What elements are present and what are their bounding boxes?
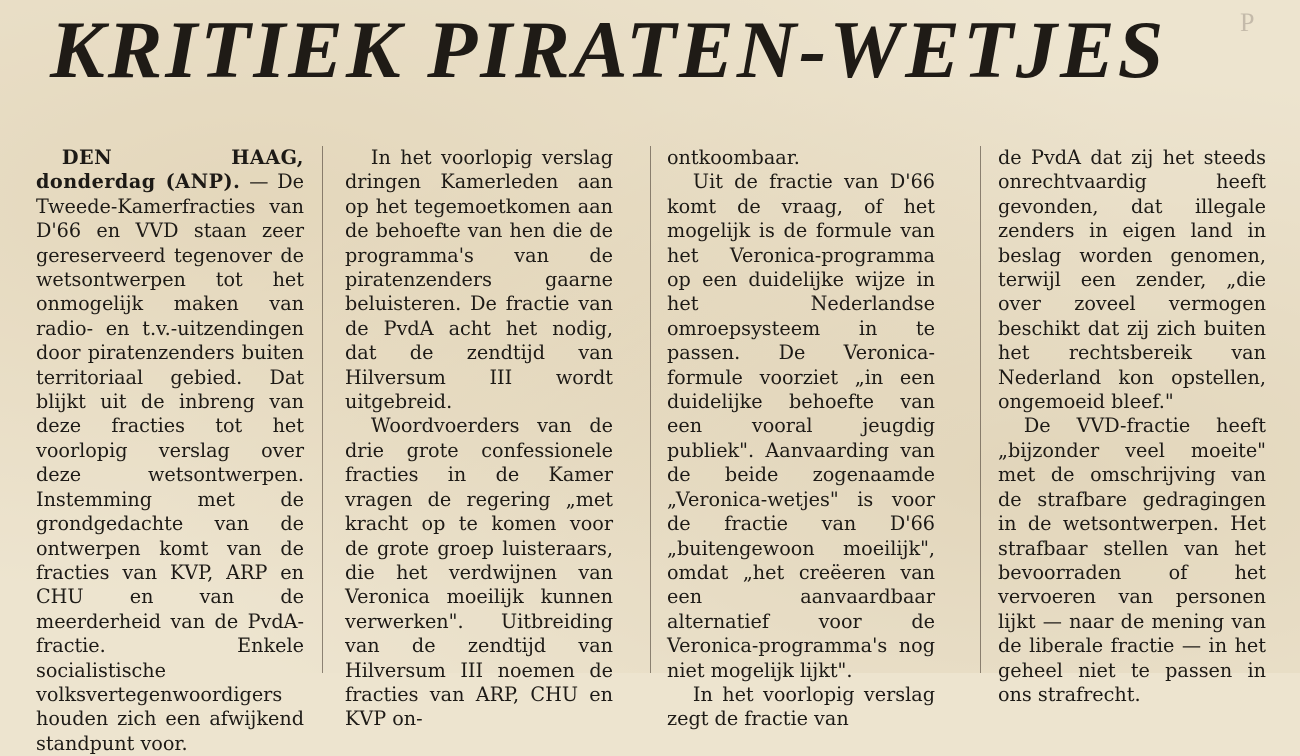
dateline: DEN HAAG, donderdag (ANP).: [36, 146, 304, 194]
article-column-2: [345, 146, 613, 732]
article-column-3: [667, 146, 935, 732]
paragraph-continuation: de PvdA dat zij het steeds onrechtvaardig heeft gevonden, dat illegale zenders in eigen land in beslag worden genomen, terwijl een zender, „die over zoveel vermogen beschikt dat zij zich buiten het rechtsbereik van Nederland kon opstellen, ongemoeid bleef.": [998, 146, 1266, 414]
lead-paragraph: [36, 146, 304, 756]
paragraph: In het voorlopig verslag dringen Kamerleden aan op het tegemoetkomen aan de behoefte van hen die de programma's van de piratenzenders gaarne beluisteren. De fractie van de PvdA acht het nodig, dat de zendtijd van Hilversum III wordt uitgebreid.: [345, 146, 613, 414]
column-rule: [980, 146, 981, 673]
column-rule: [650, 146, 651, 673]
headline: KRITIEK PIRATEN-WETJES: [50, 4, 1167, 95]
paragraph: In het voorlopig verslag zegt de fractie van: [667, 682, 935, 731]
paragraph: Uit de fractie van D'66 komt de vraag, of het mogelijk is de formule van het Veronica-programma op een duidelijke wijze in het Nederlandse omroepsysteem in te passen. De Veronica-formule voorziet „in een duidelijke behoefte van een vooral jeugdig publiek". Aanvaarding van de beide zogenaamde „Veronica-wetjes" is voor de fractie van D'66 „buitengewoon moeilijk", omdat „het creëeren van een aanvaardbaar alternatief voor de Veronica-programma's nog niet mogelijk lijkt".: [667, 170, 935, 682]
paragraph-continuation: ontkoombaar.: [667, 146, 800, 169]
bleed-through-text: P: [1240, 8, 1255, 37]
article-column-4: [998, 146, 1266, 707]
paragraph: Woordvoerders van de drie grote confessionele fracties in de Kamer vragen de regering „met kracht op te komen voor de grote groep luisteraars, die het verdwijnen van Veronica moeilijk kunnen verwerken". Uitbreiding van de zendtijd van Hilversum III noemen de fracties van ARP, CHU en KVP on-: [345, 414, 613, 731]
paragraph: De VVD-fractie heeft „bijzonder veel moeite" met de omschrijving van de strafbare gedragingen in de wetsontwerpen. Het strafbaar stellen van het bevoorraden of het vervoeren van personen lijkt — naar de mening van de liberale fractie — in het geheel niet te passen in ons strafrecht.: [998, 414, 1266, 706]
column-rule: [322, 146, 323, 673]
article-column-1: [36, 146, 304, 756]
lead-text: — De Tweede-Kamerfracties van D'66 en VVD staan zeer gereserveerd tegenover de wetsontwerpen tot het onmogelijk maken van radio- en t.v.-uitzendingen door piratenzenders buiten territoriaal gebied. Dat blijkt uit de inbreng van deze fracties tot het voorlopig verslag over deze wetsontwerpen. Instemming met de grondgedachte van de ontwerpen komt van de fracties van KVP, ARP en CHU en van de meerderheid van de PvdA-fractie. Enkele socialistische volksvertegenwoordigers houden zich een afwijkend standpunt voor.: [36, 170, 304, 755]
